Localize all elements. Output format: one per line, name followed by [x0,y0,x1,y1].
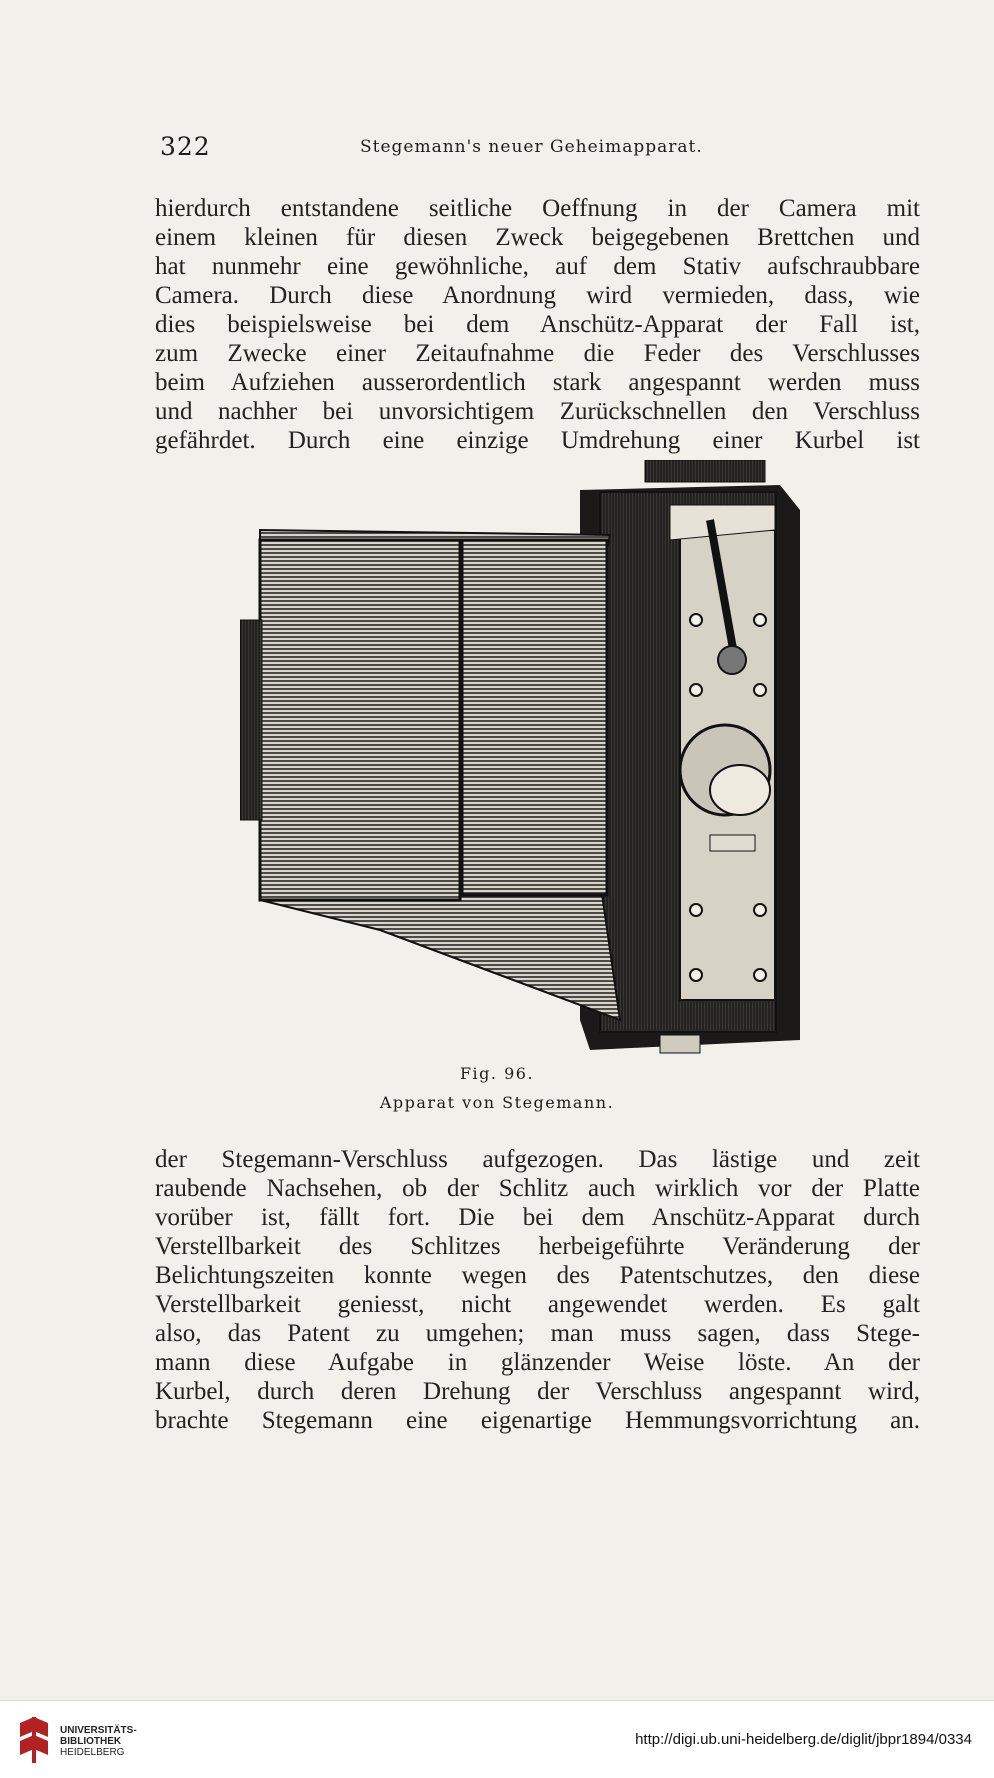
text-line: und nachher bei unvorsichtigem Zurückschnellen den Verschluss [155,398,920,425]
text-line: gefährdet. Durch eine einzige Umdrehung einer Kurbel ist [155,427,920,454]
figure-caption: Apparat von Stegemann. [379,1093,615,1112]
text-line: Kurbel, durch deren Drehung der Verschluss angespannt wird, [155,1378,920,1405]
text-line: raubende Nachsehen, ob der Schlitz auch wirklich vor der Platte [155,1175,920,1202]
page-number: 322 [160,132,211,161]
text-line: vorüber ist, fällt fort. Die bei dem Anschütz-Apparat durch [155,1204,920,1231]
footer-bar [0,1700,994,1778]
text-line: Belichtungszeiten konnte wegen des Patentschutzes, den diese [155,1262,920,1289]
text-line: brachte Stegemann eine eigenartige Hemmungsvorrichtung an. [155,1407,920,1434]
text-line: Verstellbarkeit geniesst, nicht angewendet werden. Es galt [155,1291,920,1318]
text-line: Verstellbarkeit des Schlitzes herbeigeführte Veränderung der [155,1233,920,1260]
source-url-link[interactable]: http://digi.ub.uni-heidelberg.de/diglit/jbpr1894/0334 [635,1731,972,1748]
camera-illustration [240,460,840,1060]
text-line: beim Aufziehen ausserordentlich stark angespannt werden muss [155,369,920,396]
text-line: Camera. Durch diese Anordnung wird vermieden, dass, wie [155,282,920,309]
text-line: also, das Patent zu umgehen; man muss sagen, dass Stege- [155,1320,920,1347]
text-line: hierdurch entstandene seitliche Oeffnung in der Camera mit [155,195,920,222]
text-line: einem kleinen für diesen Zweck beigegebenen Brettchen und [155,224,920,251]
library-logo-icon [14,1715,54,1765]
text-line: hat nunmehr eine gewöhnliche, auf dem Stativ aufschraubbare [155,253,920,280]
text-line: dies beispielsweise bei dem Anschütz-Apparat der Fall ist, [155,311,920,338]
figure-number: Fig. 96. [459,1064,535,1083]
text-line: zum Zwecke einer Zeitaufnahme die Feder des Verschlusses [155,340,920,367]
text-line: mann diese Aufgabe in glänzender Weise löste. An der [155,1349,920,1376]
text-line: der Stegemann-Verschluss aufgezogen. Das lästige und zeit [155,1146,920,1173]
paragraph-bottom [155,1145,920,1435]
page-header [160,132,920,164]
paragraph-top [155,194,920,455]
library-name: UNIVERSITÄTS- BIBLIOTHEK HEIDELBERG [60,1725,137,1758]
running-head: Stegemann's neuer Geheimapparat. [360,137,703,157]
